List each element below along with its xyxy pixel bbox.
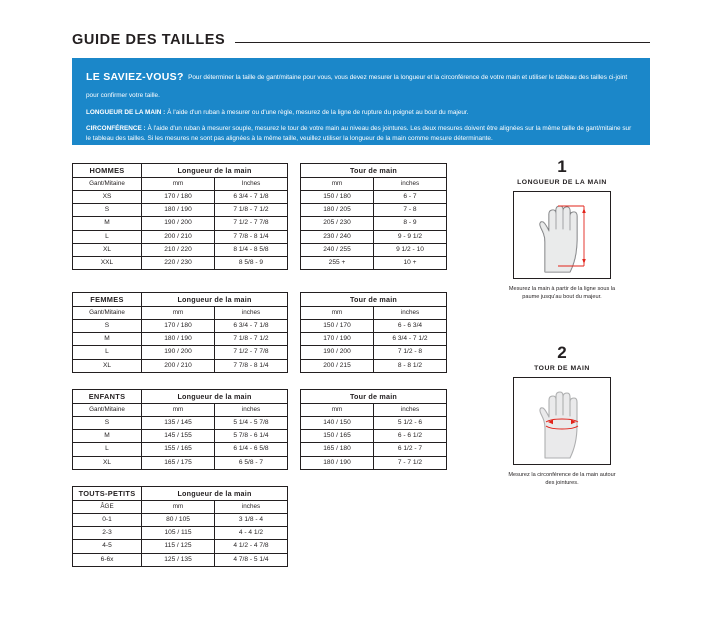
table-row [73, 404, 447, 417]
table-row [73, 243, 447, 256]
cell-length-in: 3 1/8 - 4 [215, 514, 288, 527]
column-gap [288, 346, 301, 359]
cell-length-mm: 190 / 200 [142, 217, 215, 230]
column-gap [288, 191, 301, 204]
table-row [73, 178, 447, 191]
title-divider [235, 42, 650, 43]
column-gap [288, 456, 301, 469]
table-row [73, 307, 447, 320]
column-gap [288, 243, 301, 256]
cell-length-mm: 200 / 210 [142, 359, 215, 372]
illustration-frame [513, 377, 611, 465]
cell-length-in: 7 1/8 - 7 1/2 [215, 204, 288, 217]
table-row [73, 456, 447, 469]
column-gap [288, 293, 301, 307]
info-text-circumference: À l'aide d'un ruban à mesurer souple, mesurez le tour de votre main au niveau des jointures. Les deux mesures doivent être alignées sur la même taille de gant/mitaine sur le tableau des tailles. Si les mesures ne sont pas alignées à la même taille, veuillez utiliser la longueur de la main comme mesure déterminante. [86, 124, 632, 143]
column-header-mm: mm [142, 178, 215, 191]
table-touts-petits [72, 486, 288, 567]
info-heading-bold: LE SAVIEZ- [86, 71, 146, 83]
column-header-inches-circ: inches [374, 404, 447, 417]
illustration-title: LONGUEUR DE LA MAIN [517, 179, 607, 186]
column-gap [288, 417, 301, 430]
cell-length-mm: 155 / 165 [142, 443, 215, 456]
cell-length-mm: 105 / 115 [142, 527, 215, 540]
table-row [73, 487, 288, 501]
cell-circ-mm: 150 / 180 [301, 191, 374, 204]
column-gap [288, 230, 301, 243]
cell-length-in: 6 3/4 - 7 1/8 [215, 320, 288, 333]
cell-circ-mm: 150 / 165 [301, 430, 374, 443]
cell-length-in: 4 - 4 1/2 [215, 527, 288, 540]
illustration-caption: Mesurez la main à partir de la ligne sous la paume jusqu'au bout du majeur. [508, 286, 616, 301]
column-header-inches-circ: inches [374, 307, 447, 320]
cell-length-in: 6 1/4 - 6 5/8 [215, 443, 288, 456]
table-enfants [72, 389, 447, 470]
info-heading-light: VOUS? [145, 71, 184, 83]
cell-circ-in: 5 1/2 - 6 [374, 417, 447, 430]
column-gap [288, 443, 301, 456]
hand-circumference-icon [514, 378, 610, 464]
illustration-frame [513, 191, 611, 279]
cell-circ-in: 6 1/2 - 7 [374, 443, 447, 456]
cell-length-in: 5 7/8 - 6 1/4 [215, 430, 288, 443]
cell-length-in: 7 1/2 - 7 7/8 [215, 217, 288, 230]
cell-length-in: 4 7/8 - 5 1/4 [215, 553, 288, 566]
cell-length-mm: 190 / 200 [142, 346, 215, 359]
column-gap [288, 430, 301, 443]
info-heading-line [86, 67, 636, 103]
group-header-length: Longueur de la main [142, 164, 288, 178]
cell-circ-mm: 150 / 170 [301, 320, 374, 333]
group-header-circumference: Tour de main [301, 390, 447, 404]
cell-length-mm: 200 / 210 [142, 230, 215, 243]
column-gap [288, 217, 301, 230]
cell-circ-in: 6 - 6 3/4 [374, 320, 447, 333]
cell-length-mm: 165 / 175 [142, 456, 215, 469]
cell-length-mm: 220 / 230 [142, 256, 215, 269]
cell-size: M [73, 217, 142, 230]
cell-length-in: 8 1/4 - 8 5/8 [215, 243, 288, 256]
column-gap [288, 390, 301, 404]
cell-length-in: 6 5/8 - 7 [215, 456, 288, 469]
column-header-inches: inches [215, 404, 288, 417]
group-header-length: Longueur de la main [142, 487, 288, 501]
cell-size: S [73, 204, 142, 217]
cell-circ-mm: 180 / 190 [301, 456, 374, 469]
info-label-length: LONGUEUR DE LA MAIN : [86, 109, 166, 116]
cell-length-in: 8 5/8 - 9 [215, 256, 288, 269]
cell-age: 0-1 [73, 514, 142, 527]
table-row [73, 164, 447, 178]
table-femmes [72, 292, 447, 373]
column-header-mm-circ: mm [301, 307, 374, 320]
table-row [73, 430, 447, 443]
cell-circ-in: 6 - 6 1/2 [374, 430, 447, 443]
cell-age: 2-3 [73, 527, 142, 540]
table-hommes [72, 163, 447, 270]
cell-size: XL [73, 243, 142, 256]
table-row [73, 390, 447, 404]
info-text-length: À l'aide d'un ruban à mesurer ou d'une règle, mesurez de la ligne de rupture du poignet au bout du majeur. [167, 109, 469, 116]
column-header-mm-circ: mm [301, 178, 374, 191]
column-header-inches: inches [215, 307, 288, 320]
column-gap [288, 256, 301, 269]
cell-circ-in: 8 - 9 [374, 217, 447, 230]
cell-length-mm: 170 / 180 [142, 191, 215, 204]
cell-size: XL [73, 359, 142, 372]
cell-size: M [73, 430, 142, 443]
cell-circ-mm: 170 / 190 [301, 333, 374, 346]
cell-circ-mm: 200 / 215 [301, 359, 374, 372]
table-row [73, 204, 447, 217]
cell-circ-mm: 165 / 180 [301, 443, 374, 456]
cell-circ-in: 7 1/2 - 8 [374, 346, 447, 359]
table-row [73, 320, 447, 333]
cell-length-in: 7 7/8 - 8 1/4 [215, 230, 288, 243]
column-gap [288, 359, 301, 372]
category-label: HOMMES [73, 164, 142, 178]
cell-length-in: 7 1/2 - 7 7/8 [215, 346, 288, 359]
group-header-circumference: Tour de main [301, 164, 447, 178]
column-header-inches: Inches [215, 178, 288, 191]
cell-circ-in: 7 - 7 1/2 [374, 456, 447, 469]
table-row [73, 359, 447, 372]
group-header-length: Longueur de la main [142, 293, 288, 307]
illustration-number: 2 [557, 343, 567, 362]
column-gap [288, 404, 301, 417]
cell-age: 6-6x [73, 553, 142, 566]
table-row [73, 217, 447, 230]
cell-circ-mm: 205 / 230 [301, 217, 374, 230]
hand-length-icon [514, 192, 610, 278]
cell-size: L [73, 346, 142, 359]
cell-circ-mm: 230 / 240 [301, 230, 374, 243]
column-gap [288, 307, 301, 320]
cell-circ-mm: 255 + [301, 256, 374, 269]
cell-circ-mm: 190 / 200 [301, 346, 374, 359]
table-row [73, 501, 288, 514]
illustration-number: 1 [557, 157, 567, 176]
info-intro-text: Pour déterminer la taille de gant/mitaine pour vous, vous devez mesurer la longueur et la circonférence de votre main et utiliser le tableau des tailles ci-joint pour confirmer votre taille. [86, 74, 628, 99]
cell-circ-mm: 140 / 150 [301, 417, 374, 430]
cell-length-in: 7 1/8 - 7 1/2 [215, 333, 288, 346]
column-header-size: Gant/Mitaine [73, 307, 142, 320]
cell-length-in: 5 1/4 - 5 7/8 [215, 417, 288, 430]
column-header-mm: mm [142, 404, 215, 417]
cell-length-mm: 135 / 145 [142, 417, 215, 430]
cell-length-in: 6 3/4 - 7 1/8 [215, 191, 288, 204]
info-label-circumference: CIRCONFÉRENCE : [86, 124, 146, 132]
column-header-age: ÂGE [73, 501, 142, 514]
category-label: ENFANTS [73, 390, 142, 404]
table-row [73, 527, 288, 540]
group-header-circumference: Tour de main [301, 293, 447, 307]
column-header-mm: mm [142, 307, 215, 320]
cell-length-mm: 170 / 180 [142, 320, 215, 333]
cell-length-mm: 125 / 135 [142, 553, 215, 566]
page-title: GUIDE DES TAILLES [72, 32, 226, 48]
cell-length-mm: 115 / 125 [142, 540, 215, 553]
info-paragraph-length [86, 108, 636, 119]
table-row [73, 346, 447, 359]
cell-circ-in: 8 - 8 1/2 [374, 359, 447, 372]
cell-size: L [73, 230, 142, 243]
cell-length-mm: 210 / 220 [142, 243, 215, 256]
page-title-row [72, 32, 650, 48]
group-header-length: Longueur de la main [142, 390, 288, 404]
column-gap [288, 333, 301, 346]
cell-length-mm: 145 / 155 [142, 430, 215, 443]
table-row [73, 417, 447, 430]
table-row [73, 191, 447, 204]
table-row [73, 293, 447, 307]
column-gap [288, 320, 301, 333]
table-row [73, 443, 447, 456]
cell-circ-in: 6 - 7 [374, 191, 447, 204]
column-gap [288, 204, 301, 217]
cell-circ-in: 9 - 9 1/2 [374, 230, 447, 243]
cell-size: XS [73, 191, 142, 204]
column-gap [288, 178, 301, 191]
table-row [73, 230, 447, 243]
column-header-inches: inches [215, 501, 288, 514]
cell-length-mm: 180 / 190 [142, 204, 215, 217]
cell-size: S [73, 320, 142, 333]
illustration-caption: Mesurez la circonférence de la main autour des jointures. [508, 472, 616, 487]
table-row [73, 514, 288, 527]
cell-size: XXL [73, 256, 142, 269]
column-header-size: Gant/Mitaine [73, 404, 142, 417]
table-row [73, 553, 288, 566]
cell-circ-in: 9 1/2 - 10 [374, 243, 447, 256]
column-gap [288, 164, 301, 178]
table-row [73, 333, 447, 346]
cell-length-mm: 180 / 190 [142, 333, 215, 346]
cell-circ-mm: 240 / 255 [301, 243, 374, 256]
cell-age: 4-5 [73, 540, 142, 553]
table-row [73, 540, 288, 553]
illustration-title: TOUR DE MAIN [534, 365, 590, 372]
cell-circ-mm: 180 / 205 [301, 204, 374, 217]
cell-size: XL [73, 456, 142, 469]
column-header-inches-circ: inches [374, 178, 447, 191]
cell-length-in: 4 1/2 - 4 7/8 [215, 540, 288, 553]
column-header-mm-circ: mm [301, 404, 374, 417]
cell-length-mm: 80 / 105 [142, 514, 215, 527]
cell-size: L [73, 443, 142, 456]
cell-size: S [73, 417, 142, 430]
category-label: TOUTS-PETITS [73, 487, 142, 501]
cell-circ-in: 10 + [374, 256, 447, 269]
illustration-hand-length [487, 158, 637, 302]
cell-size: M [73, 333, 142, 346]
column-header-size: Gant/Mitaine [73, 178, 142, 191]
cell-length-in: 7 7/8 - 8 1/4 [215, 359, 288, 372]
column-header-mm: mm [142, 501, 215, 514]
illustration-hand-circumference [487, 344, 637, 488]
table-row [73, 256, 447, 269]
cell-circ-in: 7 - 8 [374, 204, 447, 217]
info-paragraph-circumference [86, 124, 636, 145]
did-you-know-box [72, 58, 650, 145]
category-label: FEMMES [73, 293, 142, 307]
cell-circ-in: 6 3/4 - 7 1/2 [374, 333, 447, 346]
